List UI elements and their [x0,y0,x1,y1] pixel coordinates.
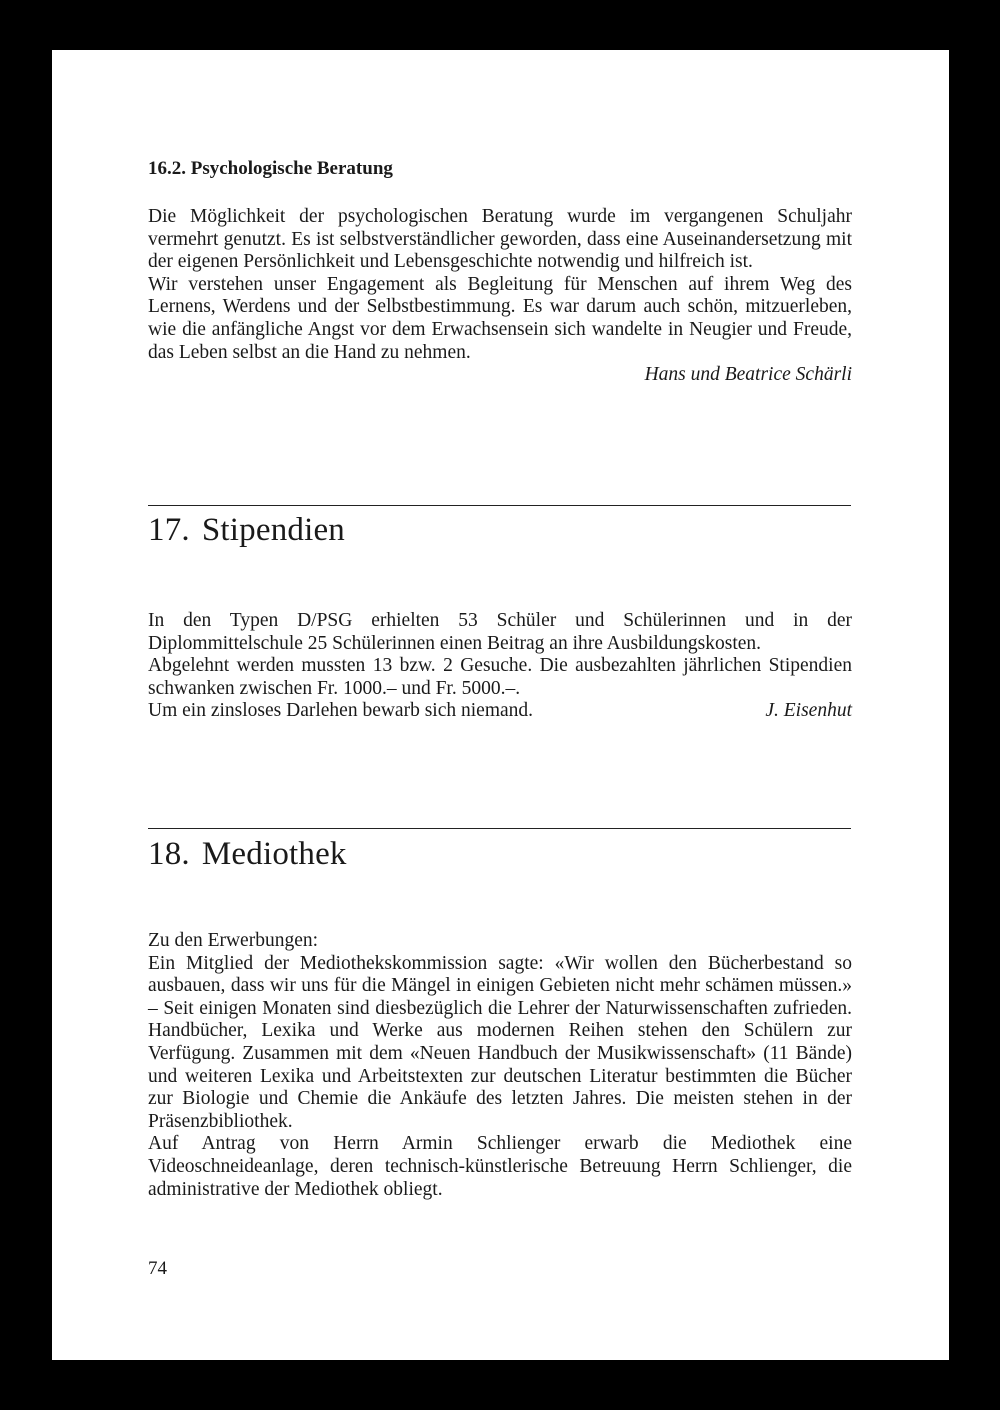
section-17-paragraph-1: In den Typen D/PSG erhielten 53 Schüler und Schülerinnen und in der Diplommittelschule 25 Schülerinnen einen Beitrag an ihre Ausbildungskosten. [148,610,852,654]
section-18-number: 18. [148,836,190,872]
section-18-heading [148,836,347,873]
section-17-paragraph-2: Abgelehnt werden mussten 13 bzw. 2 Gesuche. Die ausbezahlten jährlichen Stipendien schwanken zwischen Fr. 1000.– und Fr. 5000.–. [148,655,852,699]
section-18-paragraph-2: Ein Mitglied der Mediothekskommission sagte: «Wir wollen den Bücherbestand so ausbauen, dass wir uns für die Mängel in einigen Gebieten nicht mehr schämen müssen.» – Seit einigen Monaten sind diesbezüglich die Lehrer der Naturwissenschaften zufrieden. Handbücher, Lexika und Werke aus modernen Reihen stehen den Schülern zur Verfügung. Zusammen mit dem «Neuen Handbuch der Musikwissenschaft» (11 Bände) und weiteren Lexika und Arbeitstexten zur deutschen Literatur bestimmten die Bücher zur Biologie und Chemie die Ankäufe des letzten Jahres. Die meisten stehen in der Präsenzbibliothek. [148,952,852,1132]
section-divider [148,828,851,829]
section-18-body [148,930,852,1201]
section-16-2-paragraph-2: Wir verstehen unser Engagement als Begleitung für Menschen auf ihrem Weg des Lernens, Werdens und der Selbstbestimmung. Es war darum auch schön, mitzuerleben, wie die anfängliche Angst vor dem Erwachsensein sich wandelte in Neugier und Freude, das Leben selbst an die Hand zu nehmen. [148,273,852,363]
section-17-last-line: Um ein zinsloses Darlehen bewarb sich niemand. [148,700,534,722]
section-divider [148,505,851,506]
section-18-title: Mediothek [201,836,347,872]
section-16-2-paragraph-1: Die Möglichkeit der psychologischen Beratung wurde im vergangenen Schuljahr vermehrt genutzt. Es ist selbstverständlicher geworden, dass eine Auseinandersetzung mit der eigenen Persönlichkeit und Lebensgeschichte notwendig und hilfreich ist. [148,206,852,273]
section-17-heading [148,512,345,549]
document-page [52,50,949,1360]
section-17-title: Stipendien [201,512,346,548]
section-17-signature: J. Eisenhut [765,700,852,722]
page-number: 74 [148,1258,167,1279]
section-16-2-signature: Hans und Beatrice Schärli [644,364,852,386]
section-17-body [148,610,852,723]
section-18-paragraph-3: Auf Antrag von Herrn Armin Schlienger erwarb die Mediothek eine Videoschneideanlage, deren technisch-künstlerische Betreuung Herrn Schlienger, die administrative der Mediothek obliegt. [148,1133,852,1200]
section-16-2-title: 16.2. Psychologische Beratung [148,158,393,179]
section-17-number: 17. [148,512,190,548]
section-17-closing-line [148,700,852,723]
section-18-paragraph-1: Zu den Erwerbungen: [148,930,319,951]
section-16-2-body [148,206,852,387]
